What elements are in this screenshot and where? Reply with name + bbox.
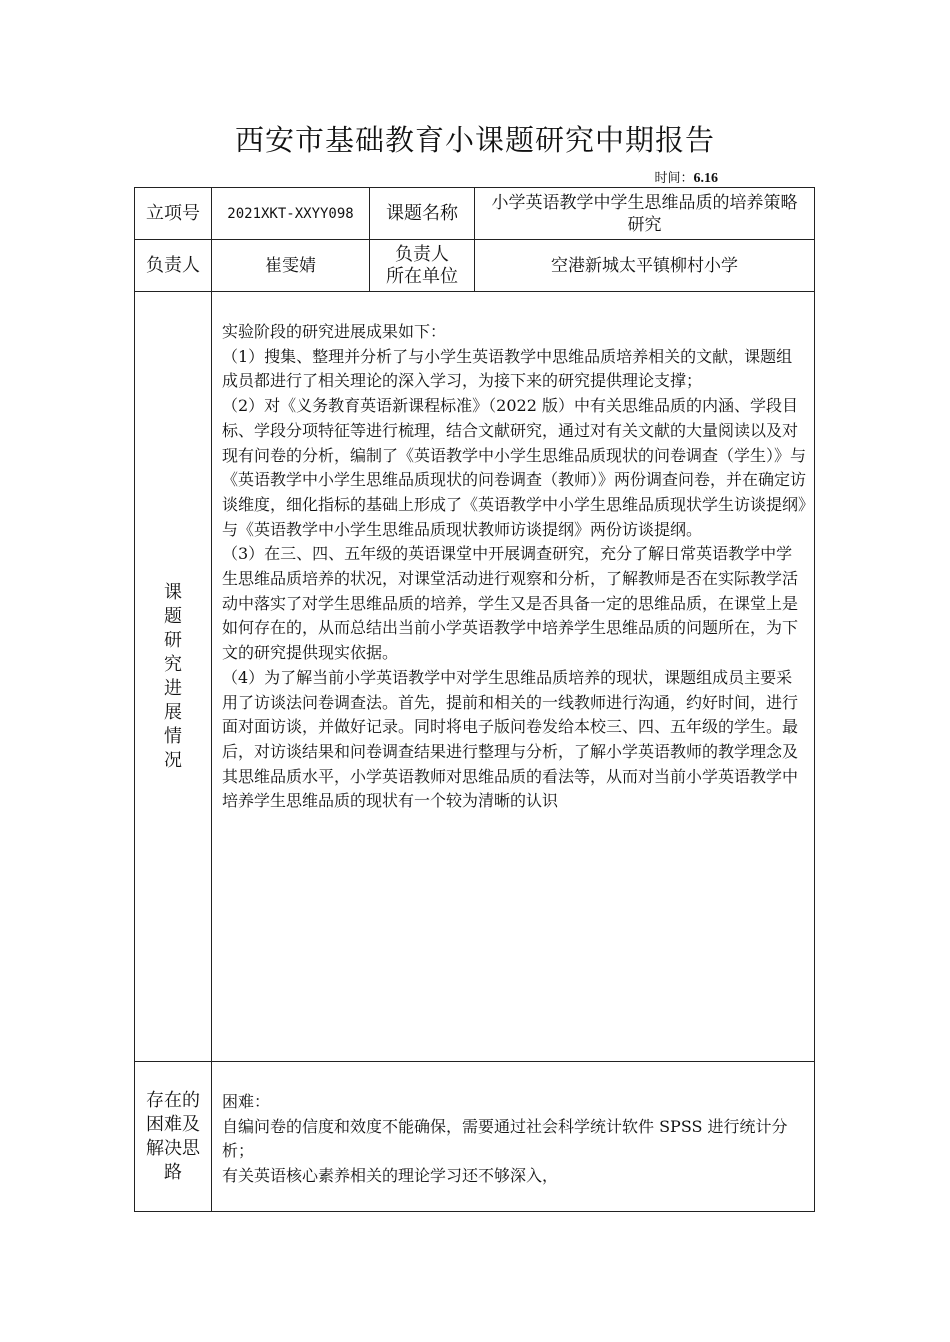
label-difficulties: [135, 1062, 212, 1212]
progress-paragraph: （1）搜集、整理并分析了与小学生英语教学中思维品质培养相关的文献，课题组成员都进行了相关理论的深入学习，为接下来的研究提供理论支撑；: [222, 346, 793, 391]
label-progress-char: 展: [164, 701, 182, 723]
label-difficulties-line: 困难及: [146, 1113, 200, 1135]
report-table: [134, 187, 815, 1212]
label-leader: 负责人: [135, 240, 212, 292]
label-leader-unit: [370, 240, 475, 292]
label-difficulties-line: 路: [164, 1161, 182, 1183]
difficulties-content: [212, 1062, 815, 1212]
report-date: [654, 167, 718, 187]
label-project-name: 课题名称: [370, 188, 475, 240]
label-progress: [135, 292, 212, 1062]
difficulties-paragraph: 困难：: [222, 1092, 271, 1111]
progress-paragraph: 实验阶段的研究进展成果如下：: [222, 322, 447, 341]
row-difficulties: [135, 1062, 815, 1212]
label-progress-char: 况: [164, 749, 182, 771]
project-name-value: 小学英语教学中学生思维品质的培养策略研究: [475, 188, 815, 240]
progress-paragraph: （3）在三、四、五年级的英语课堂中开展调查研究，充分了解日常英语教学中学生思维品质培养的状况，对课堂活动进行观察和分析，了解教师是否在实际教学活动中落实了对学生思维品质的培养，学生又是否具备一定的思维品质，在课堂上是如何存在的，从而总结出当前小学英语教学中培养学生思维品质的问题所在，为下文的研究提供现实依据。: [222, 544, 799, 663]
progress-paragraph: （2）对《义务教育英语新课程标准》（2022 版）中有关思维品质的内涵、学段目标、学段分项特征等进行梳理，结合文献研究，通过对有关文献的大量阅读以及对现有问卷的分析，编制了《英语教学中小学生思维品质现状的问卷调查（学生）》与《英语教学中小学生思维品质现状的问卷调查（教师）》两份调查问卷，并在确定访谈维度，细化指标的基础上形成了《英语教学中小学生思维品质现状学生访谈提纲》与《英语教学中小学生思维品质现状教师访谈提纲》两份访谈提纲。: [222, 396, 807, 539]
label-progress-char: 研: [164, 629, 182, 651]
progress-content: [212, 292, 815, 1062]
page-title: 西安市基础教育小课题研究中期报告: [234, 123, 715, 157]
difficulties-paragraph: 自编问卷的信度和效度不能确保，需要通过社会科学统计软件 SPSS 进行统计分析；: [222, 1116, 788, 1161]
label-progress-char: 课: [164, 581, 182, 603]
leader-value: 崔雯婧: [212, 240, 370, 292]
progress-paragraph: （4）为了解当前小学英语教学中对学生思维品质培养的现状，课题组成员主要采用了访谈法问卷调查法。首先，提前和相关的一线教师进行沟通，约好时间，进行面对面访谈，并做好记录。同时将电子版问卷发给本校三、四、五年级的学生。最后，对访谈结果和问卷调查结果进行整理与分析，了解小学英语教师的教学理念及其思维品质水平，小学英语教师对思维品质的看法等，从而对当前小学英语教学中培养学生思维品质的现状有一个较为清晰的认识: [222, 667, 799, 811]
date-label: 时间：: [654, 171, 694, 186]
label-progress-char: 进: [164, 677, 182, 699]
project-id-value: 2021XKT-XXYY098: [212, 188, 370, 240]
label-project-id: 立项号: [135, 188, 212, 240]
row-progress: [135, 292, 815, 1062]
row-project-id: [135, 188, 815, 240]
label-leader-unit-line2: 所在单位: [386, 265, 458, 287]
label-progress-char: 情: [164, 725, 182, 747]
label-difficulties-line: 解决思: [146, 1137, 200, 1159]
label-leader-unit-line1: 负责人: [395, 243, 449, 265]
label-progress-char: 题: [164, 605, 182, 627]
label-progress-char: 究: [164, 653, 182, 675]
row-leader: [135, 240, 815, 292]
date-value: 6.16: [693, 171, 718, 186]
leader-unit-value: 空港新城太平镇柳村小学: [475, 240, 815, 292]
label-difficulties-line: 存在的: [146, 1089, 200, 1111]
difficulties-paragraph: 有关英语核心素养相关的理论学习还不够深入，: [222, 1166, 559, 1186]
